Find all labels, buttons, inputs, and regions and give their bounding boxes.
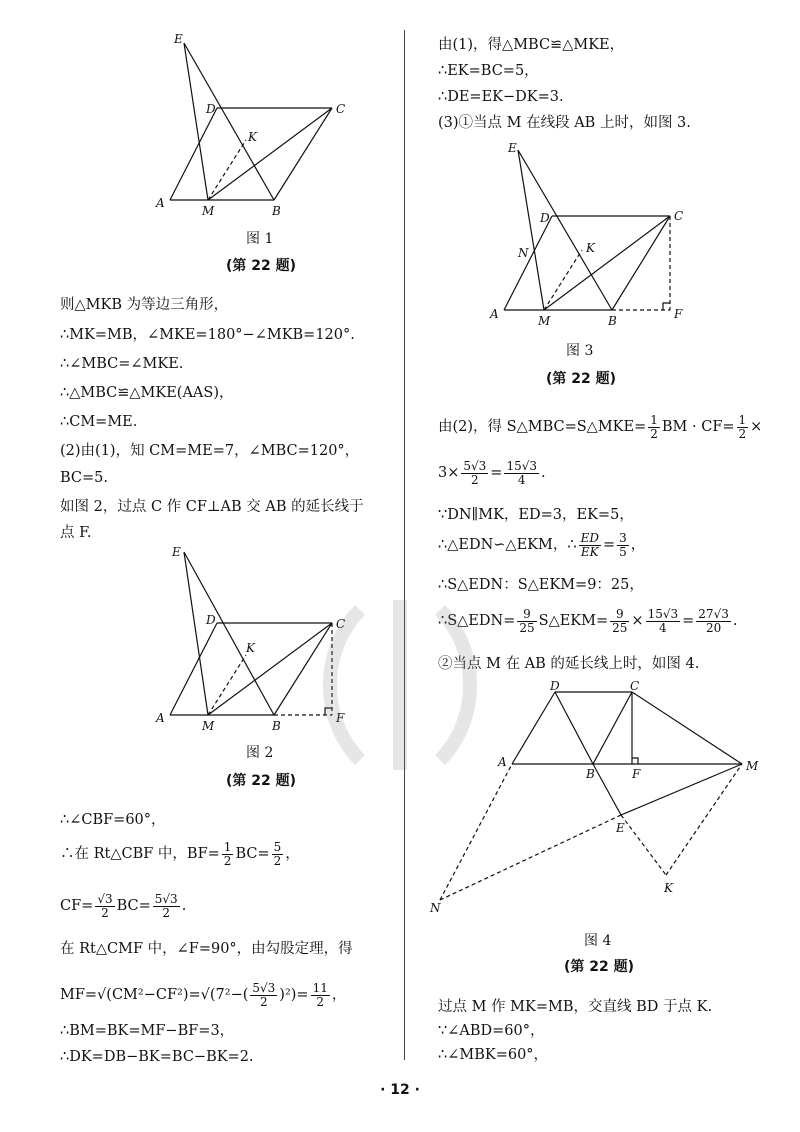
figure-1-caption: 图 1 bbox=[246, 231, 274, 247]
point-label-E: E bbox=[616, 821, 625, 835]
text-line: ∴BM=BK=MF−BF=3， bbox=[60, 1023, 235, 1039]
point-label-B: B bbox=[586, 767, 595, 781]
figure-3-question-label: (第 22 题) bbox=[546, 371, 617, 387]
text-line: ∵DN∥MK，ED=3，EK=5， bbox=[438, 507, 634, 523]
point-label-M: M bbox=[202, 204, 215, 218]
point-label-K: K bbox=[246, 641, 255, 655]
column-divider bbox=[404, 30, 405, 1060]
text-segment: BC= bbox=[235, 846, 270, 862]
text-line: ∵∠ABD=60°， bbox=[438, 1023, 545, 1039]
point-label-K: K bbox=[664, 881, 673, 895]
point-label-K: K bbox=[248, 130, 257, 144]
point-label-D: D bbox=[206, 102, 216, 116]
text-segment: BM · CF= bbox=[661, 419, 735, 435]
point-label-N: N bbox=[430, 901, 441, 915]
point-label-F: F bbox=[336, 711, 345, 725]
text-segment: ∴△EDN∽△EKM，∴ bbox=[438, 537, 577, 553]
point-label-M: M bbox=[202, 719, 215, 733]
point-label-F: F bbox=[632, 767, 641, 781]
text-segment: = bbox=[602, 537, 616, 553]
figure-1-question-label: (第 22 题) bbox=[226, 258, 297, 274]
text-segment: ∴S△EDN= bbox=[438, 613, 516, 629]
text-segment: = bbox=[682, 613, 695, 629]
text-segment: 3× bbox=[438, 465, 460, 481]
point-label-M: M bbox=[538, 314, 551, 328]
text-line: ∴CM=ME. bbox=[60, 414, 138, 430]
point-label-B: B bbox=[272, 204, 281, 218]
text-segment: CF= bbox=[60, 898, 94, 914]
text-line bbox=[438, 412, 762, 442]
figure-4-question-label: (第 22 题) bbox=[564, 959, 635, 975]
text-line: ∴EK=BC=5， bbox=[438, 63, 539, 79]
point-label-E: E bbox=[508, 141, 517, 155]
point-label-N: N bbox=[518, 246, 529, 260]
watermark-logo bbox=[300, 590, 500, 780]
fraction: $\frac{√3}{2}$ bbox=[97, 891, 113, 920]
figure-3 bbox=[488, 138, 698, 333]
point-label-D: D bbox=[550, 680, 560, 693]
text-segment: × bbox=[750, 419, 763, 435]
text-line: ∴S△EDN：S△EKM=9：25， bbox=[438, 577, 644, 593]
text-segment: . bbox=[732, 613, 738, 629]
point-label-K: K bbox=[586, 241, 595, 255]
fraction: $\frac{9}{25}$ bbox=[519, 606, 535, 635]
text-line: MF=√(CM²−CF²)=√(7²−( $\frac{5√3}{2}$ )²)= $\frac{11}{2}$ ， bbox=[60, 980, 347, 1009]
fraction: $\frac{5√3}{2}$ bbox=[463, 458, 487, 487]
text-segment: MF=√(CM²−CF²)=√(7²−( bbox=[60, 987, 249, 1003]
point-label-C: C bbox=[336, 617, 346, 631]
fraction: $\frac{27√3}{20}$ bbox=[698, 606, 729, 635]
text-segment: BC= bbox=[116, 898, 151, 914]
point-label-B: B bbox=[272, 719, 281, 733]
text-segment: ∴在 Rt△CBF 中，BF= bbox=[60, 846, 220, 862]
point-label-B: B bbox=[608, 314, 617, 328]
figure-4-caption: 图 4 bbox=[584, 933, 612, 949]
figure-2-caption: 图 2 bbox=[246, 745, 274, 761]
fraction: $\frac{11}{2}$ bbox=[312, 980, 328, 1009]
point-label-E: E bbox=[172, 545, 181, 559]
text-segment: ， bbox=[630, 537, 646, 553]
fraction: $\frac{3}{5}$ bbox=[619, 530, 627, 559]
figure-2-question-label: (第 22 题) bbox=[226, 773, 297, 789]
point-label-A: A bbox=[498, 755, 507, 769]
text-line: 则△MKB 为等边三角形， bbox=[60, 297, 229, 313]
text-segment: = bbox=[490, 465, 503, 481]
text-line: 3× $\frac{5√3}{2}$ = $\frac{15√3}{4}$ . bbox=[438, 458, 546, 487]
text-line: ∴DE=EK−DK=3. bbox=[438, 89, 564, 105]
text-line: 在 Rt△CMF 中，∠F=90°，由勾股定理，得 bbox=[60, 941, 353, 957]
point-label-M: M bbox=[746, 759, 759, 773]
point-label-A: A bbox=[490, 307, 499, 321]
text-line: 如图 2，过点 C 作 CF⊥AB 交 AB 的延长线于 bbox=[60, 499, 364, 515]
text-segment: )²)= bbox=[279, 987, 309, 1003]
text-segment: × bbox=[631, 613, 644, 629]
text-line: ∴DK=DB−BK=BC−BK=2. bbox=[60, 1049, 254, 1065]
fraction: $\frac{9}{25}$ bbox=[612, 606, 628, 635]
fraction: $\frac{15√3}{4}$ bbox=[506, 458, 538, 487]
point-label-C: C bbox=[336, 102, 346, 116]
fraction: $\frac{5}{2}$ bbox=[273, 839, 282, 868]
text-line: 点 F. bbox=[60, 525, 92, 541]
text-line: ∴∠MBK=60°， bbox=[438, 1047, 549, 1063]
point-label-A: A bbox=[156, 711, 165, 725]
text-segment: S△EKM= bbox=[538, 613, 609, 629]
fraction: $\frac{ED}{EK}$ bbox=[580, 530, 599, 559]
text-line: (3)①当点 M 在线段 AB 上时，如图 3. bbox=[438, 115, 691, 131]
figure-1 bbox=[140, 25, 370, 220]
text-line: ∴△MBC≌△MKE(AAS)， bbox=[60, 385, 234, 401]
text-line: ∴MK=MB，∠MKE=180°−∠MKB=120°. bbox=[60, 327, 355, 343]
point-label-C: C bbox=[630, 680, 640, 693]
point-label-E: E bbox=[174, 32, 183, 46]
text-line: BC=5. bbox=[60, 470, 109, 486]
text-line: ∴在 Rt△CBF 中，BF= $\frac{1}{2}$ BC= $\frac{5}{2}$ ， bbox=[60, 839, 300, 868]
point-label-A: A bbox=[156, 196, 165, 210]
text-line: ②当点 M 在 AB 的延长线上时，如图 4. bbox=[438, 656, 700, 672]
point-label-C: C bbox=[674, 209, 684, 223]
text-line: CF= $\frac{√3}{2}$ BC= $\frac{5√3}{2}$ . bbox=[60, 891, 187, 920]
point-label-F: F bbox=[674, 307, 683, 321]
point-label-D: D bbox=[540, 211, 550, 225]
text-line: 由(1)，得△MBC≌△MKE， bbox=[438, 37, 625, 53]
text-line: 过点 M 作 MK=MB，交直线 BD 于点 K. bbox=[438, 999, 713, 1015]
text-line bbox=[438, 530, 645, 560]
fraction: $\frac{1}{2}$ bbox=[738, 412, 747, 441]
text-line: (2)由(1)，知 CM=ME=7，∠MBC=120°， bbox=[60, 443, 360, 459]
fraction: $\frac{1}{2}$ bbox=[223, 839, 232, 868]
fraction: $\frac{5√3}{2}$ bbox=[252, 980, 276, 1009]
figure-3-caption: 图 3 bbox=[566, 343, 594, 359]
page-number: · 12 · bbox=[380, 1082, 420, 1098]
text-line: ∴∠MBC=∠MKE. bbox=[60, 356, 184, 372]
point-label-D: D bbox=[206, 613, 216, 627]
fraction: $\frac{5√3}{2}$ bbox=[154, 891, 178, 920]
text-line: ∴∠CBF=60°， bbox=[60, 812, 166, 828]
fraction: $\frac{15√3}{4}$ bbox=[647, 606, 679, 635]
text-segment: 由(2)，得 S△MBC=S△MKE= bbox=[438, 419, 647, 435]
fraction: $\frac{1}{2}$ bbox=[650, 412, 658, 441]
